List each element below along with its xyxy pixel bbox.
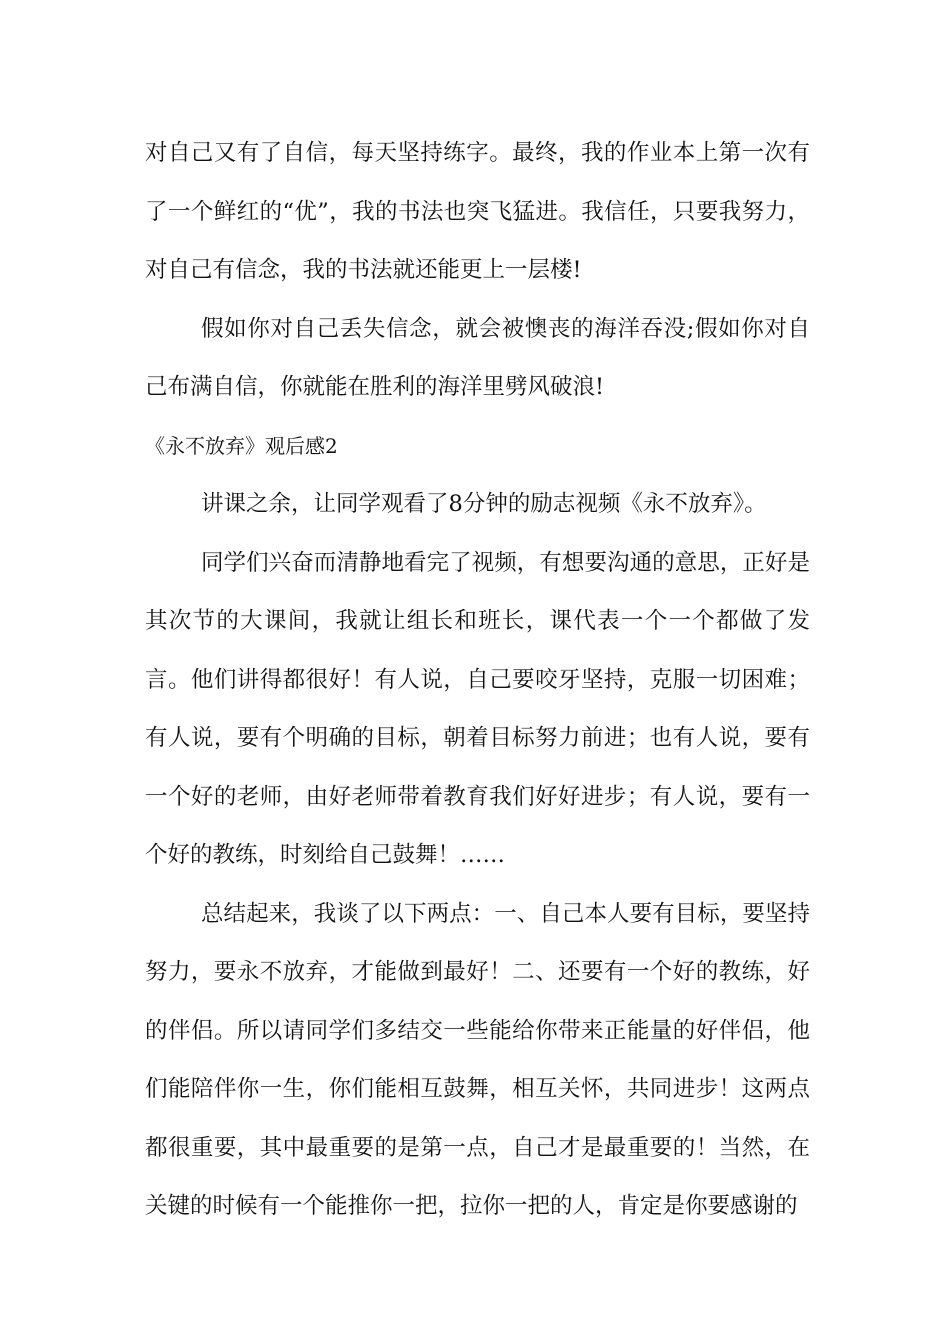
paragraph-2: 假如你对自己丢失信念，就会被懊丧的海洋吞没;假如你对自己布满自信，你就能在胜利的海洋里劈风破浪! (145, 315, 810, 400)
section-heading: 《永不放弃》观后感2 (145, 433, 338, 458)
paragraph-4: 同学们兴奋而清静地看完了视频，有想要沟通的意思，正好是其次节的大课间，我就让组长和班长，课代表一个一个都做了发言。他们讲得都很好！有人说，自己要咬牙坚持，克服一切困难；有人说，要有个明确的目标，朝着目标努力前进；也有人说，要有一个好的老师，由好老师带着教育我们好好进步；有人说，要有一个好的教练，时刻给自己鼓舞！…… (145, 549, 810, 868)
paragraph-5: 总结起来，我谈了以下两点：一、自己本人要有目标，要坚持努力，要永不放弃，才能做到最好！二、还要有一个好的教练，好的伴侣。所以请同学们多结交一些能给你带来正能量的好伴侣，他们能陪伴你一生，你们能相互鼓舞，相互关怀，共同进步！这两点都很重要，其中最重要的是第一点，自己才是最重要的！当然，在关键的时候有一个能推你一把，拉你一把的人，肯定是你要感谢的 (145, 900, 810, 1219)
document-body (145, 124, 810, 1236)
paragraph-3: 讲课之余，让同学观看了8分钟的励志视频《永不放弃》。 (201, 491, 767, 517)
paragraph-1: 对自己又有了自信，每天坚持练字。最终，我的作业本上第一次有了一个鲜红的“优”，我的书法也突飞猛进。我信任，只要我努力，对自己有信念，我的书法就还能更上一层楼! (145, 140, 810, 283)
